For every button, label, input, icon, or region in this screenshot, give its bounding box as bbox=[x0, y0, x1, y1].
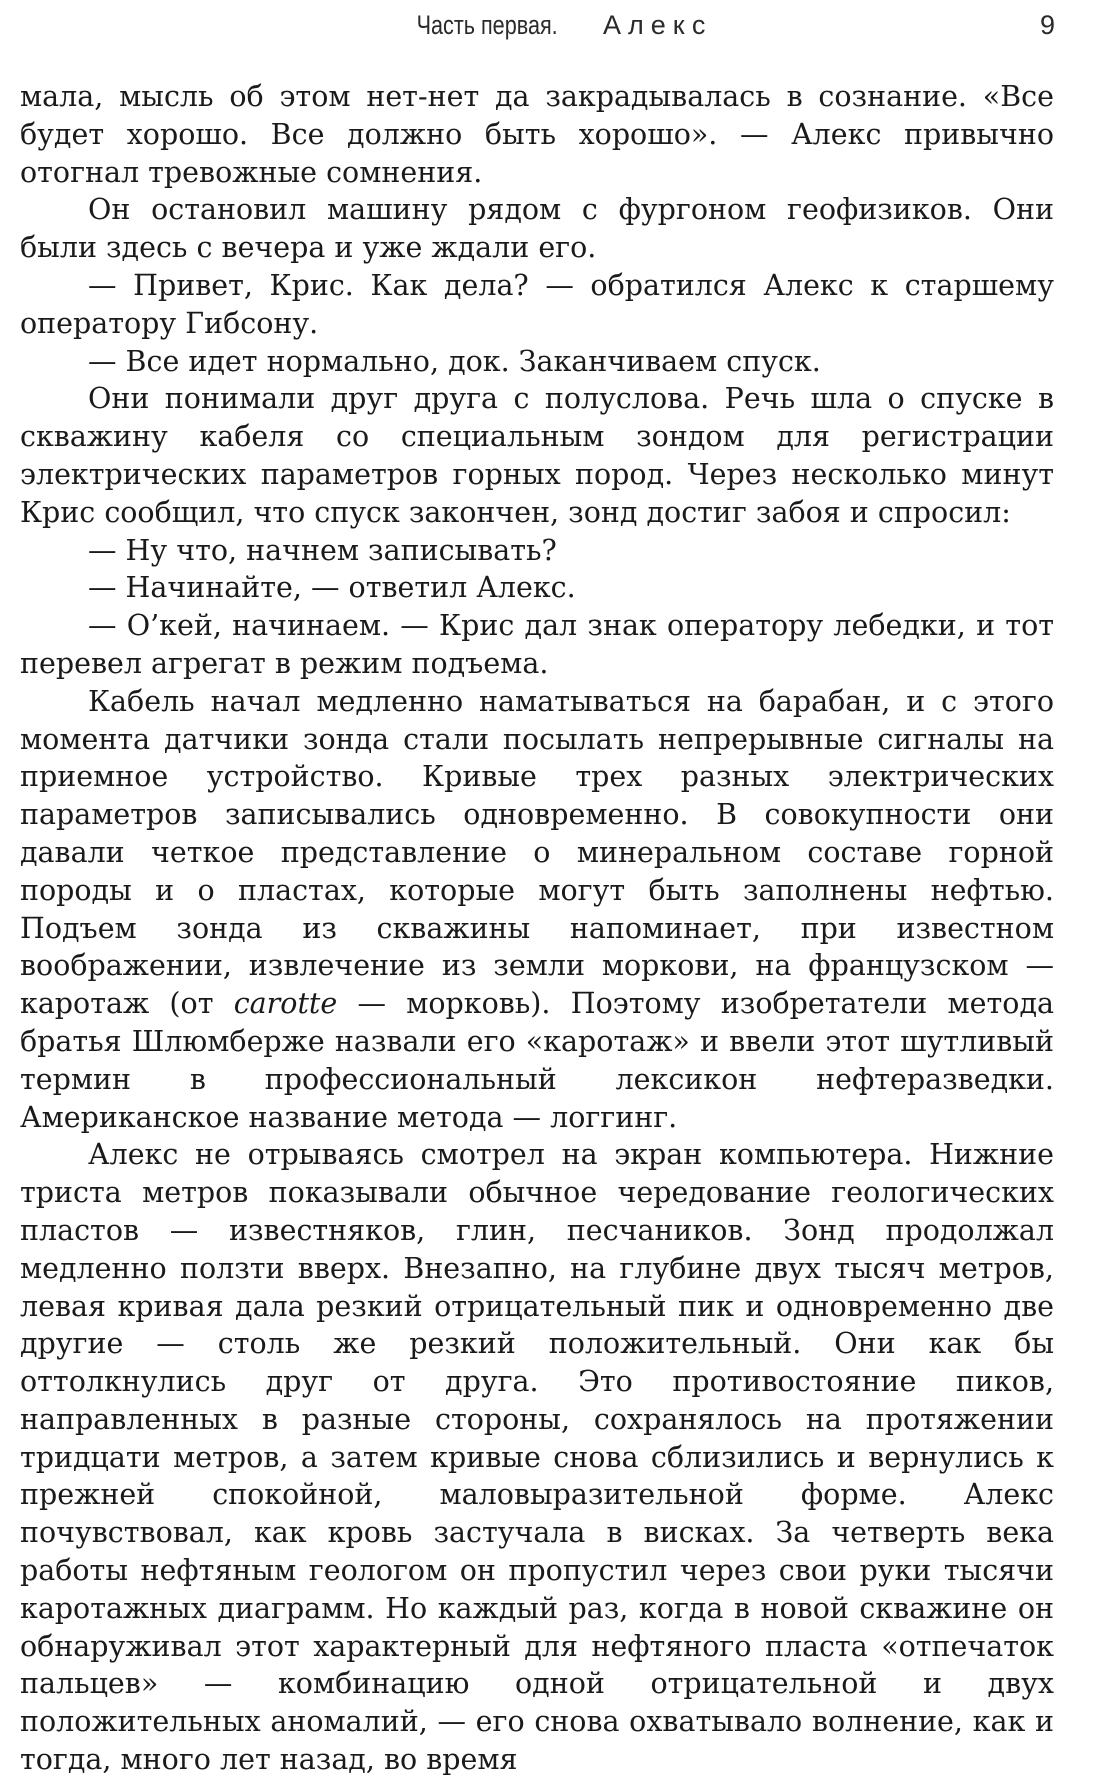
paragraph-4-part-2: — морковь). Поэтому изобретатели метода братья Шлюмберже назвали его «каротаж» и ввели этот шутливый термин в профессиональный лексикон нефтеразведки. Американское название метода — логгинг. bbox=[20, 987, 1054, 1134]
paragraph-2: Он остановил машину рядом с фургоном геофизиков. Они были здесь с вечера и уже ждали его. bbox=[20, 193, 1054, 265]
paragraph-3: Они понимали друг друга с полуслова. Речь шла о спуске в скважину кабеля со специальным зондом для регистрации электрических параметров горных пород. Через несколько минут Крис сообщил, что спуск закончен, зонд достиг забоя и спросил: bbox=[20, 382, 1054, 529]
paragraph-5: Алекс не отрываясь смотрел на экран компьютера. Нижние триста метров показывали обычное чередование геологических пластов — известняков, глин, песчаников. Зонд продолжал медленно ползти вверх. Внезапно, на глубине двух тысяч метров, левая кривая дала резкий отрицательный пик и одновременно две другие — столь же резкий положительный. Они как бы оттолкнулись друг от друга. Это противостояние пиков, направленных в разные стороны, сохранялось на протяжении тридцати метров, а затем кривые снова сблизились и вернулись к прежней спокойной, маловыразительной форме. Алекс почувствовал, как кровь застучала в висках. За четверть века работы нефтяным геологом он пропустил через свои руки тысячи каротажных диаграмм. Но каждый раз, когда в новой скважине он обнаруживал этот характерный для нефтяного пласта «отпечаток пальцев» — комбинацию одной отрицательной и двух положительных аномалий, — его снова охватывало волнение, как и тогда, много лет назад, во время bbox=[20, 1138, 1054, 1777]
running-head bbox=[0, 8, 1111, 42]
dialogue-line-1: — Привет, Крис. Как дела? — обратился Алекс к старшему оператору Гибсону. bbox=[20, 268, 1054, 340]
paragraph-1: мала, мысль об этом нет-нет да закрадывалась в сознание. «Все будет хорошо. Все должно быть хорошо». — Алекс привычно отогнал тревожные сомнения. bbox=[20, 80, 1054, 189]
paragraph-4 bbox=[20, 683, 1054, 1137]
dialogue-line-4: — Начинайте, — ответил Алекс. bbox=[88, 571, 576, 605]
page-header bbox=[0, 8, 1111, 42]
dialogue-line-5: — О’кей, начинаем. — Крис дал знак оператору лебедки, и тот перевел агрегат в режим подъема. bbox=[20, 609, 1054, 680]
running-head-chapter: Алекс bbox=[602, 10, 713, 40]
dialogue-line-2: — Все идет нормально, док. Заканчиваем спуск. bbox=[88, 344, 821, 378]
paragraph-4-part-1: Кабель начал медленно наматываться на барабан, и с этого момента датчики зонда стали посылать непрерывные сигналы на приемное устройство. Кривые трех разных электрических параметров записывались одновременно. В совокупности они давали четкое представление о минеральном составе горной породы и о пластах, которые могут быть заполнены нефтью. Подъем зонда из скважины напоминает, при известном воображении, извлечение из земли моркови, на французском — каротаж (от bbox=[20, 684, 1054, 1021]
body-text bbox=[20, 78, 1054, 1779]
running-head-part: Часть первая. bbox=[416, 10, 558, 40]
page-number: 9 bbox=[1039, 10, 1055, 40]
dialogue-line-3: — Ну что, начнем записывать? bbox=[88, 533, 557, 567]
italic-word: carotte bbox=[233, 987, 338, 1021]
